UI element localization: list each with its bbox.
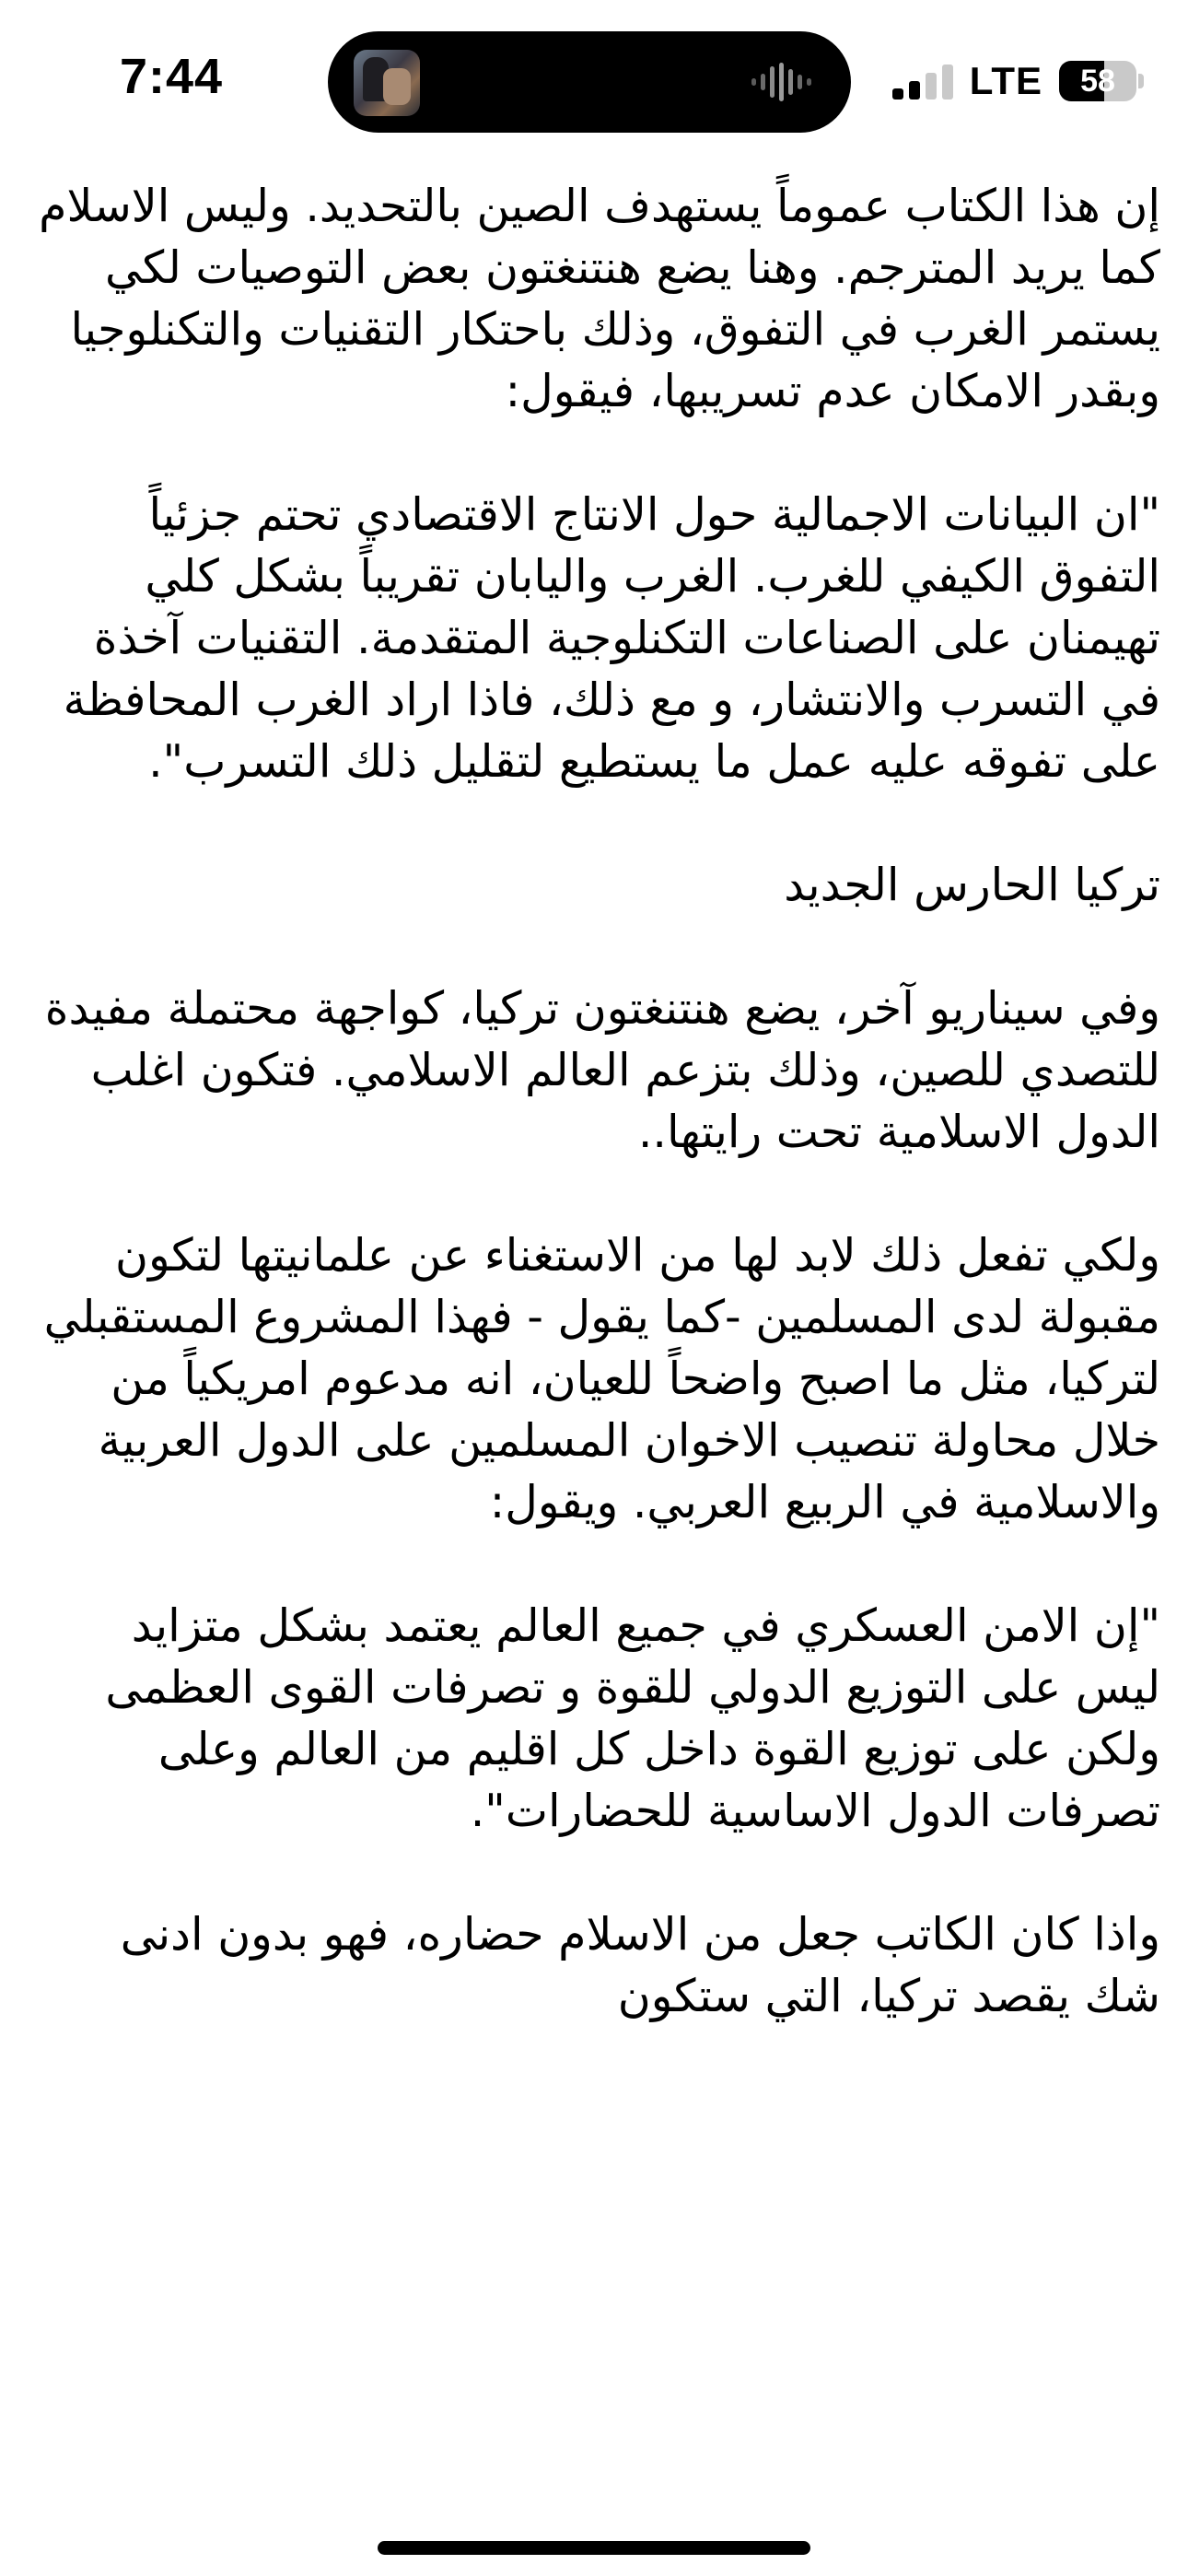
- battery-percent: 58: [1080, 64, 1115, 99]
- status-bar: [0, 0, 1188, 157]
- article-section-heading: تركيا الحارس الجديد: [784, 859, 1160, 911]
- battery-icon: [1059, 61, 1144, 101]
- article-paragraph-turkey: وفي سيناريو آخر، يضع هنتنغتون تركيا، كواجهة محتملة مفيدة للتصدي للصين، وذلك بتزعم العالم الاسلامي. فتكون اغلب الدول الاسلامية تحت رايتها..: [44, 982, 1160, 1158]
- article-paragraph-secularism: ولكي تفعل ذلك لابد لها من الاستغناء عن علمانيتها لتكون مقبولة لدى المسلمين -كما يقول - فهذا المشروع المستقبلي لتركيا، مثل ما اصبح واضحاً للعيان، انه مدعوم امريكياً من خلال محاولة تنصيب الاخوان المسلمين على الدول العربية والاسلامية في الربيع العربي. ويقول:: [43, 1229, 1160, 1528]
- article-paragraph-civilization: واذا كان الكاتب جعل من الاسلام حضاره، فهو بدون ادنى شك يقصد تركيا، التي ستكون: [120, 1908, 1160, 2022]
- status-time: 7:44: [120, 49, 224, 104]
- status-indicators: [892, 53, 1144, 109]
- cellular-signal-icon: [892, 63, 953, 100]
- now-playing-thumbnail[interactable]: [354, 50, 420, 116]
- network-type-label: LTE: [969, 59, 1042, 102]
- article-quote-security: "إن الامن العسكري في جميع العالم يعتمد بشكل متزايد ليس على التوزيع الدولي للقوة و تصرفات القوى العظمى ولكن على توزيع القوة داخل كل اقليم من العالم وعلى تصرفات الدول الاساسية للحضارات".: [105, 1599, 1160, 1837]
- dynamic-island[interactable]: [328, 31, 851, 133]
- article-paragraph-intro: إن هذا الكتاب عموماً يستهدف الصين بالتحديد. وليس الاسلام كما يريد المترجم. وهنا يضع هنتنغتون بعض التوصيات لكي يستمر الغرب في التفوق، وذلك باحتكار التقنيات والتكنلوجيا وبقدر الامكان عدم تسريبها، فيقول:: [39, 180, 1160, 417]
- article-quote-economic: "ان البيانات الاجمالية حول الانتاج الاقتصادي تحتم جزئياً التفوق الكيفي للغرب. الغرب واليابان تقريباً بشكل كلي تهيمنان على الصناعات التكنلوجية المتقدمة. التقنيات آخذة في التسرب والانتشار، و مع ذلك، فاذا اراد الغرب المحافظة على تفوقه عليه عمل ما يستطيع لتقليل ذلك التسرب".: [63, 488, 1160, 788]
- home-indicator[interactable]: [378, 2541, 810, 2555]
- article-body[interactable]: [33, 175, 1160, 2089]
- audio-waveform-icon: [750, 61, 814, 103]
